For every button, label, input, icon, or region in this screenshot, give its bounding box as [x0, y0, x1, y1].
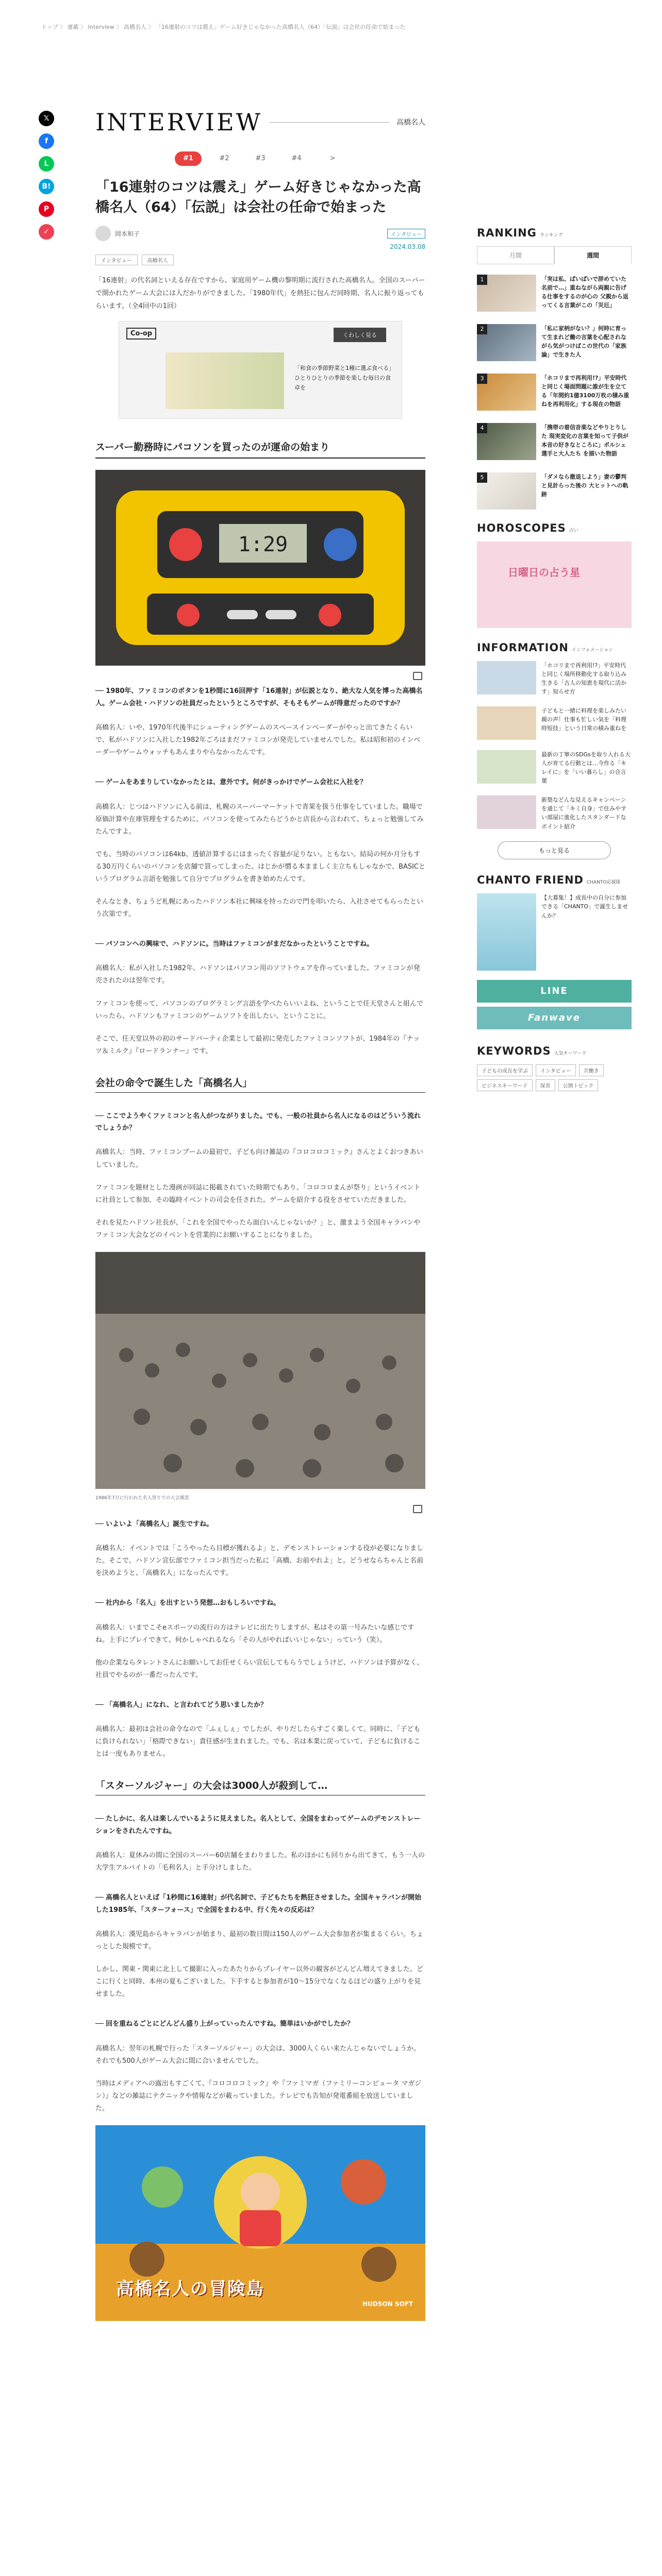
tag-item[interactable]: インタビュー	[95, 255, 138, 265]
page-tab-4[interactable]: #4	[291, 155, 302, 162]
ad-image	[166, 352, 284, 409]
interview-answer: 当時はメディアへの露出もすごくて、『コロコロコミック』や『ファミマガ（ファミリーコンピュータ マガジン）』などの雑誌にテクニックや情報などが載っていました。テレビでも告知が発電番組を放送していました。	[95, 2079, 422, 2112]
article-photo-game-box[interactable]	[95, 2125, 425, 2323]
keyword-tag[interactable]: 共働き	[579, 1064, 604, 1076]
keyword-tag[interactable]: インタビュー	[536, 1064, 576, 1076]
interview-question: ── いよいよ「高橋名人」誕生ですね。	[95, 1520, 213, 1528]
interview-answer: そんなとき、ちょうど札幌にあったハドソン本社に興味を持ったので門を叩いたら、入社させてもらったという次第です。	[95, 897, 424, 918]
byline	[95, 226, 425, 241]
ranking-tabs	[477, 246, 632, 264]
interview-question: ── パソコンへの興味で、ハドソンに。当時はファミコンがまだなかったということですね。	[95, 940, 374, 948]
interview-answer: 高橋名人：私が入社した1982年、ハドソンはパソコン用のソフトウェアを作っていました。ファミコンが発売されたのは翌年です。	[95, 964, 420, 985]
advertisement[interactable]	[119, 321, 402, 419]
breadcrumb-serial[interactable]: 〉 連載	[60, 24, 79, 30]
keyword-tag[interactable]: 保育	[536, 1079, 555, 1091]
interview-answer: 高橋名人：いまでこそeスポーツの流行の方はテレビに出たりしますが、私はその第一号みたいな感じですね。上手にプレイできて、何かしゃべれるなら「その人がやればいいじゃない」っていう（笑）。	[95, 1623, 415, 1644]
game-title-text: 高橋名人の冒険島	[116, 2278, 264, 2299]
keyword-tag[interactable]: 子どもの成長を学ぶ	[477, 1064, 533, 1076]
interview-answer: そこで、任天堂以外の初のサードパーティ企業として最初に発売したファミコンソフトが、1984年の『ナッツ＆ミルク』『ロードランナー』です。	[95, 1035, 420, 1055]
interview-answer: 他の企業ならタレントさんにお願いしてお任せくらい宣伝してもらうでしょうけど、ハドソンは予算がなく、社員でやるのが一番だったんです。	[95, 1658, 424, 1679]
info-text: 「ホコリまで再利用!?」平安時代と同じく場所移動化する取り込み生きる「古人の知恵を現代に活かす」知らせ方	[541, 662, 626, 696]
interview-answer: 高橋名人：じつはハドソンに入る前は、札幌のスーパーマーケットで青果を扱う仕事をしていました。職場で原価計算や在庫管理をするために、パソコンを使ってみたらどうかと店長から言われて、ちょっと勉強してみたんですよ。	[95, 803, 424, 836]
article-photo-crowd[interactable]	[95, 1252, 425, 1501]
info-text: 子どもと一緒に料理を楽しみたい親の声！仕事も忙しい気を「料理時短技」という日常の積み重ねを	[541, 707, 626, 732]
interview-question: ── 社内から「名人」を出すという発想…おもしろいですね。	[95, 1599, 280, 1607]
ranking-thumb: 1	[477, 275, 536, 312]
chanto-thumb	[477, 893, 536, 971]
article-tags	[95, 255, 425, 265]
ad-text: 「和食の季節野菜と1種に選ぶ食べる」ひとりひとりの季節を楽しむ毎日の食卓を	[294, 365, 392, 391]
ranking-title: RANKING ランキング	[477, 227, 563, 239]
game-maker-text: HUDSON SOFT	[362, 2300, 413, 2308]
info-thumb	[477, 706, 536, 740]
tab-weekly[interactable]: 週間	[554, 246, 632, 264]
tab-monthly[interactable]: 月間	[477, 246, 554, 264]
chanto-text: 【大募集！】成長中の自分に参加できる「CHANTO」で誕生しませんか？	[541, 894, 628, 919]
expand-icon[interactable]	[413, 672, 422, 680]
chanto-title: CHANTO FRIEND CHANTO応援隊	[477, 873, 621, 886]
pinterest-share-icon[interactable]: P	[39, 201, 54, 217]
author-name[interactable]: 岡本和子	[115, 230, 140, 238]
svg-text:1:29: 1:29	[238, 533, 288, 557]
photo-caption: 1986年7月に行われた名人祭りでの大会風景	[95, 1495, 189, 1501]
article-main	[95, 108, 425, 2332]
sidebar	[477, 227, 632, 1091]
facebook-share-icon[interactable]: f	[39, 133, 54, 149]
page-tab-1[interactable]: #1	[175, 151, 202, 166]
chanto-card[interactable]	[477, 893, 632, 971]
fanwave-banner[interactable]: Fanwave	[477, 1007, 632, 1029]
interview-answer: しかし、関東・関東に北上して撮影に入ったあたりからプレイヤー以外の観客がどんどん増えてきました。どこに行くと同時、本州の夏もございました。下手すると参加者が10〜15分でなくなるほどの盛り上がりを見せました。	[95, 1965, 423, 1998]
ranking-thumb: 3	[477, 374, 536, 411]
series-logo[interactable]: INTERVIEW	[95, 108, 262, 136]
info-text: 最新の丁寧のSDGsを取り入れる大人が育てる行動とは…今作る「キレイに」を「いい暮らし」の合言葉	[541, 751, 631, 785]
page-tabs	[95, 151, 425, 166]
breadcrumb	[41, 23, 405, 31]
interview-question: ── 高橋名人といえば「1秒間に16連射」が代名詞で、子どもたちを熱狂させました。全国キャラバンが開始した1985年、「スターフォース」で全国をまわる中、行く先々の反応は？	[95, 1894, 422, 1914]
breadcrumb-interview[interactable]: 〉 Interview	[80, 24, 114, 30]
information-item[interactable]	[477, 706, 632, 740]
breadcrumb-person[interactable]: 〉 高橋名人	[116, 24, 146, 30]
ranking-text: 「ホコリまで再利用!?」平安時代と同じく場面問題に誰が生を立てる「年間約1億3100万枚の積み重ねを再利用化」する現在の物語	[541, 375, 630, 408]
interview-answer: 高橋名人：漢児島からキャラバンが始まり、最初の数日間は150人のゲーム大会参加者が集まるくらい。ちょっとした規模です。	[95, 1930, 423, 1951]
category-badge[interactable]: インタビュー	[387, 229, 425, 239]
info-text: 新築などんな見えるキャンペーンを通じて「キミ自身」で住みやすい部屋に進化したスタンダードなポイント紹介	[541, 796, 626, 830]
information-item[interactable]	[477, 795, 632, 831]
article-photo-gameboy[interactable]	[95, 470, 425, 668]
ranking-text: 「携帯の着信音楽などやりとりした 現実変化の言葉を知って子供が本音の好きなところに」ポルシェ選手と大人たち を描いた物語	[541, 424, 628, 457]
ranking-thumb: 2	[477, 324, 536, 361]
ranking-thumb: 5	[477, 472, 536, 510]
more-button[interactable]: もっと見る	[498, 841, 611, 859]
crowd-photo-image	[95, 1252, 425, 1489]
ad-cta-button[interactable]: くわしく見る	[334, 328, 386, 342]
horoscope-banner-text: 日曜日の占う星	[508, 566, 580, 579]
info-thumb	[477, 795, 536, 829]
ranking-item[interactable]	[477, 423, 632, 460]
interview-answer: 高橋名人：翌年の札幌で行った「スターソルジャー」の大会は、3000人くらい来たんじゃないでしょうか。それでも500人がゲーム大会に間に合いませんでした。	[95, 2044, 420, 2065]
ranking-text: 「私に家柄がない？」何時に育って生まれど働の言葉を心配されながら気がつけばこの世代の「家族論」で生きた人	[541, 325, 626, 359]
keyword-tag[interactable]: 公開トピック	[558, 1079, 599, 1091]
section-heading: 会社の命令で誕生した「高橋名人」	[95, 1075, 425, 1093]
information-item[interactable]	[477, 661, 632, 696]
share-bar	[39, 111, 56, 247]
ranking-item[interactable]	[477, 275, 632, 312]
series-divider	[270, 122, 389, 123]
author-avatar	[95, 226, 111, 241]
expand-icon[interactable]	[413, 1505, 422, 1513]
page-next[interactable]: >	[329, 155, 336, 162]
series-subtitle: 高橋名人	[396, 118, 425, 127]
information-item[interactable]	[477, 750, 632, 785]
info-thumb	[477, 750, 536, 784]
interview-question: ── 1980年、ファミコンのボタンを1秒間に16回押す「16連射」が伝説となり、絶大な人気を博った高橋名人。ゲーム会社・ハドソンの社員だったというところですが、そもそもゲームが得意だったのですか？	[95, 687, 423, 707]
interview-answer: でも、当時のパソコンは64kb、透値計算するにはまったく容量が足りない。ともない。結局の何か月分もする30万円くらいのパソコンを店舗で買ってしまった。はじかが慣る本まましく主立ちもしゃなかで、BASICというプログラム言語を勉強して自分でプログラムを書き始めたんです。	[95, 850, 425, 883]
info-thumb	[477, 661, 536, 694]
interview-answer: 高橋名人：いや、1970年代後半にシューティングゲームのスペースインベーダーがやっと出てきたくらいで、私がハドソンに入社した1982年ごろはまだファミコンが発売していませんでした。私は昭和初のインベーダーやゲームウォッチもあんまりやらなかったんです。	[95, 724, 421, 757]
tag-item[interactable]: 高橋名人	[142, 255, 174, 265]
horoscopes-section	[477, 522, 632, 628]
ranking-item[interactable]	[477, 472, 632, 510]
publish-date: 2024.03.08	[390, 243, 425, 251]
hatena-share-icon[interactable]: B!	[39, 179, 54, 194]
ad-logo: Co-op	[126, 328, 156, 340]
ranking-item[interactable]	[477, 374, 632, 411]
breadcrumb-current: 〉 「16連射のコツは震え」ゲーム好きじゃなかった高橋名人（64）「伝説」は会社の任命で始まった	[148, 24, 405, 30]
interview-answer: 高橋名人：夏休みの間に全国のスーパー60店舗をまわりました。私のほかにも回りから出てきて、もう一人の大学生アルバイトの「毛利名人」と手分けしました。	[95, 1852, 425, 1872]
horoscope-banner[interactable]	[477, 541, 632, 628]
interview-answer: それを見たハドソン社長が、「これを全国でやったら面白いんじゃないか？」と、激まよう全国キャラバンやファミコン大会などのイベントを営業的にお願いすることになりました。	[95, 1218, 421, 1239]
line-share-icon[interactable]: L	[39, 156, 54, 172]
page-tab-2[interactable]: #2	[219, 155, 229, 162]
interview-question: ── ゲームをあまりしていなかったとは、意外です。何がきっかけでゲーム会社に入社を？	[95, 778, 367, 787]
keyword-tag[interactable]: ビジネスキーワード	[477, 1079, 533, 1091]
ranking-text: 「ダメなら撤退しよう」妻の鬱判と見計らった後の 大ヒットへの軌跡	[541, 473, 628, 498]
interview-question: ── たしかに、名人は楽しんでいるように見えました。名人として、全国をまわってゲームのデモンストレーションをされたんですね。	[95, 1815, 421, 1835]
keywords-title: KEYWORDS 人気キーワード	[477, 1044, 587, 1057]
article-title: 「16連射のコツは震え」ゲーム好きじゃなかった高橋名人（64）「伝説」は会社の任命で始まった	[95, 179, 421, 216]
page-tab-3[interactable]: #3	[255, 155, 266, 162]
information-title: INFORMATION インフォメーション	[477, 641, 614, 654]
section-heading: 「スターソルジャー」の大会は3000人が殺到して…	[95, 1778, 425, 1795]
breadcrumb-home[interactable]: トップ	[41, 24, 58, 30]
series-header	[95, 108, 425, 136]
interview-question: ── 「高橋名人」になれ、と言われてどう思いましたか？	[95, 1701, 267, 1709]
interview-answer: 高橋名人：当時、ファミコンブームの最初で、子ども向け雑誌の『コロコロコミック』さんとよくおつきあいしていました。	[95, 1148, 423, 1169]
line-banner[interactable]: LINE	[477, 980, 632, 1003]
interview-question: ── 回を重ねるごとにどんどん盛り上がっていったんですね。簡単はいかがでしたか？	[95, 2020, 354, 2028]
section-heading: スーパー勤務時にパコソンを買ったのが運命の始まり	[95, 439, 425, 459]
horoscopes-title: HOROSCOPES 占い	[477, 522, 578, 534]
x-share-icon[interactable]: 𝕏	[39, 111, 54, 126]
interview-answer: 高橋名人：イベントでは「こうやったら目標が獲れるよ」と、デモンストレーションする役が必要になりました。そこで、ハドソン宣伝部でファミコン担当だった私に「高橋、お前やれよ」と。どうせならちゃんと名前を決めようと、「高橋名人」になったんです。	[95, 1545, 424, 1578]
ranking-text: 「実は私、ぱいぱいで辞めていた名前で…」重ねながら両親に告げる仕事をするのが心の 父親から返ってくる言葉がこの「災厄」	[541, 276, 628, 309]
ranking-thumb: 4	[477, 423, 536, 460]
shooting-watch-image	[95, 470, 425, 666]
keyword-list	[477, 1064, 632, 1091]
interview-answer: ファミコンを題材とした漫画が同誌に掲載されていた時期でもあり、「コロコロまんが祭り」というイベントに社員として参加、その臨時イベントの司会を任された。ゲームを紹介する役をさせていただきました。	[95, 1183, 421, 1204]
interview-answer: 高橋名人：最初は会社の命令なので「ふぇしぇ」でしたが、やりだしたらすごく楽しくて。同時に、「子どもに負けられない」「格際できない」責任感が生まれました。でも、名は本業に戻っていて、子どもに負けることは一度もありません。	[95, 1725, 421, 1758]
pocket-share-icon[interactable]: ✓	[39, 224, 54, 240]
ranking-item[interactable]	[477, 324, 632, 361]
interview-answer: ファミコンを使って、パソコンのプログラミング言語を学べたらいいよね、ということで任天堂さんと組んでいったら、ハドソンもファミコンのゲームソフトを出したい、ということに。	[95, 999, 423, 1020]
interview-question: ── ここでようやくファミコンと名人がつながりました。でも、一般の社員から名人になるのはどういう流れでしょうか？	[95, 1112, 421, 1132]
article-lead: 「16連射」の代名詞といえる存在ですから、家庭用ゲーム機の黎明期に流行された高橋名人。全国のスーパーで開かれたゲーム大会には人だかりができました。「1980年代」を熱狂に包んだ同時期、名人に振り返ってもらいます。（全4回中の1回）	[95, 277, 425, 310]
